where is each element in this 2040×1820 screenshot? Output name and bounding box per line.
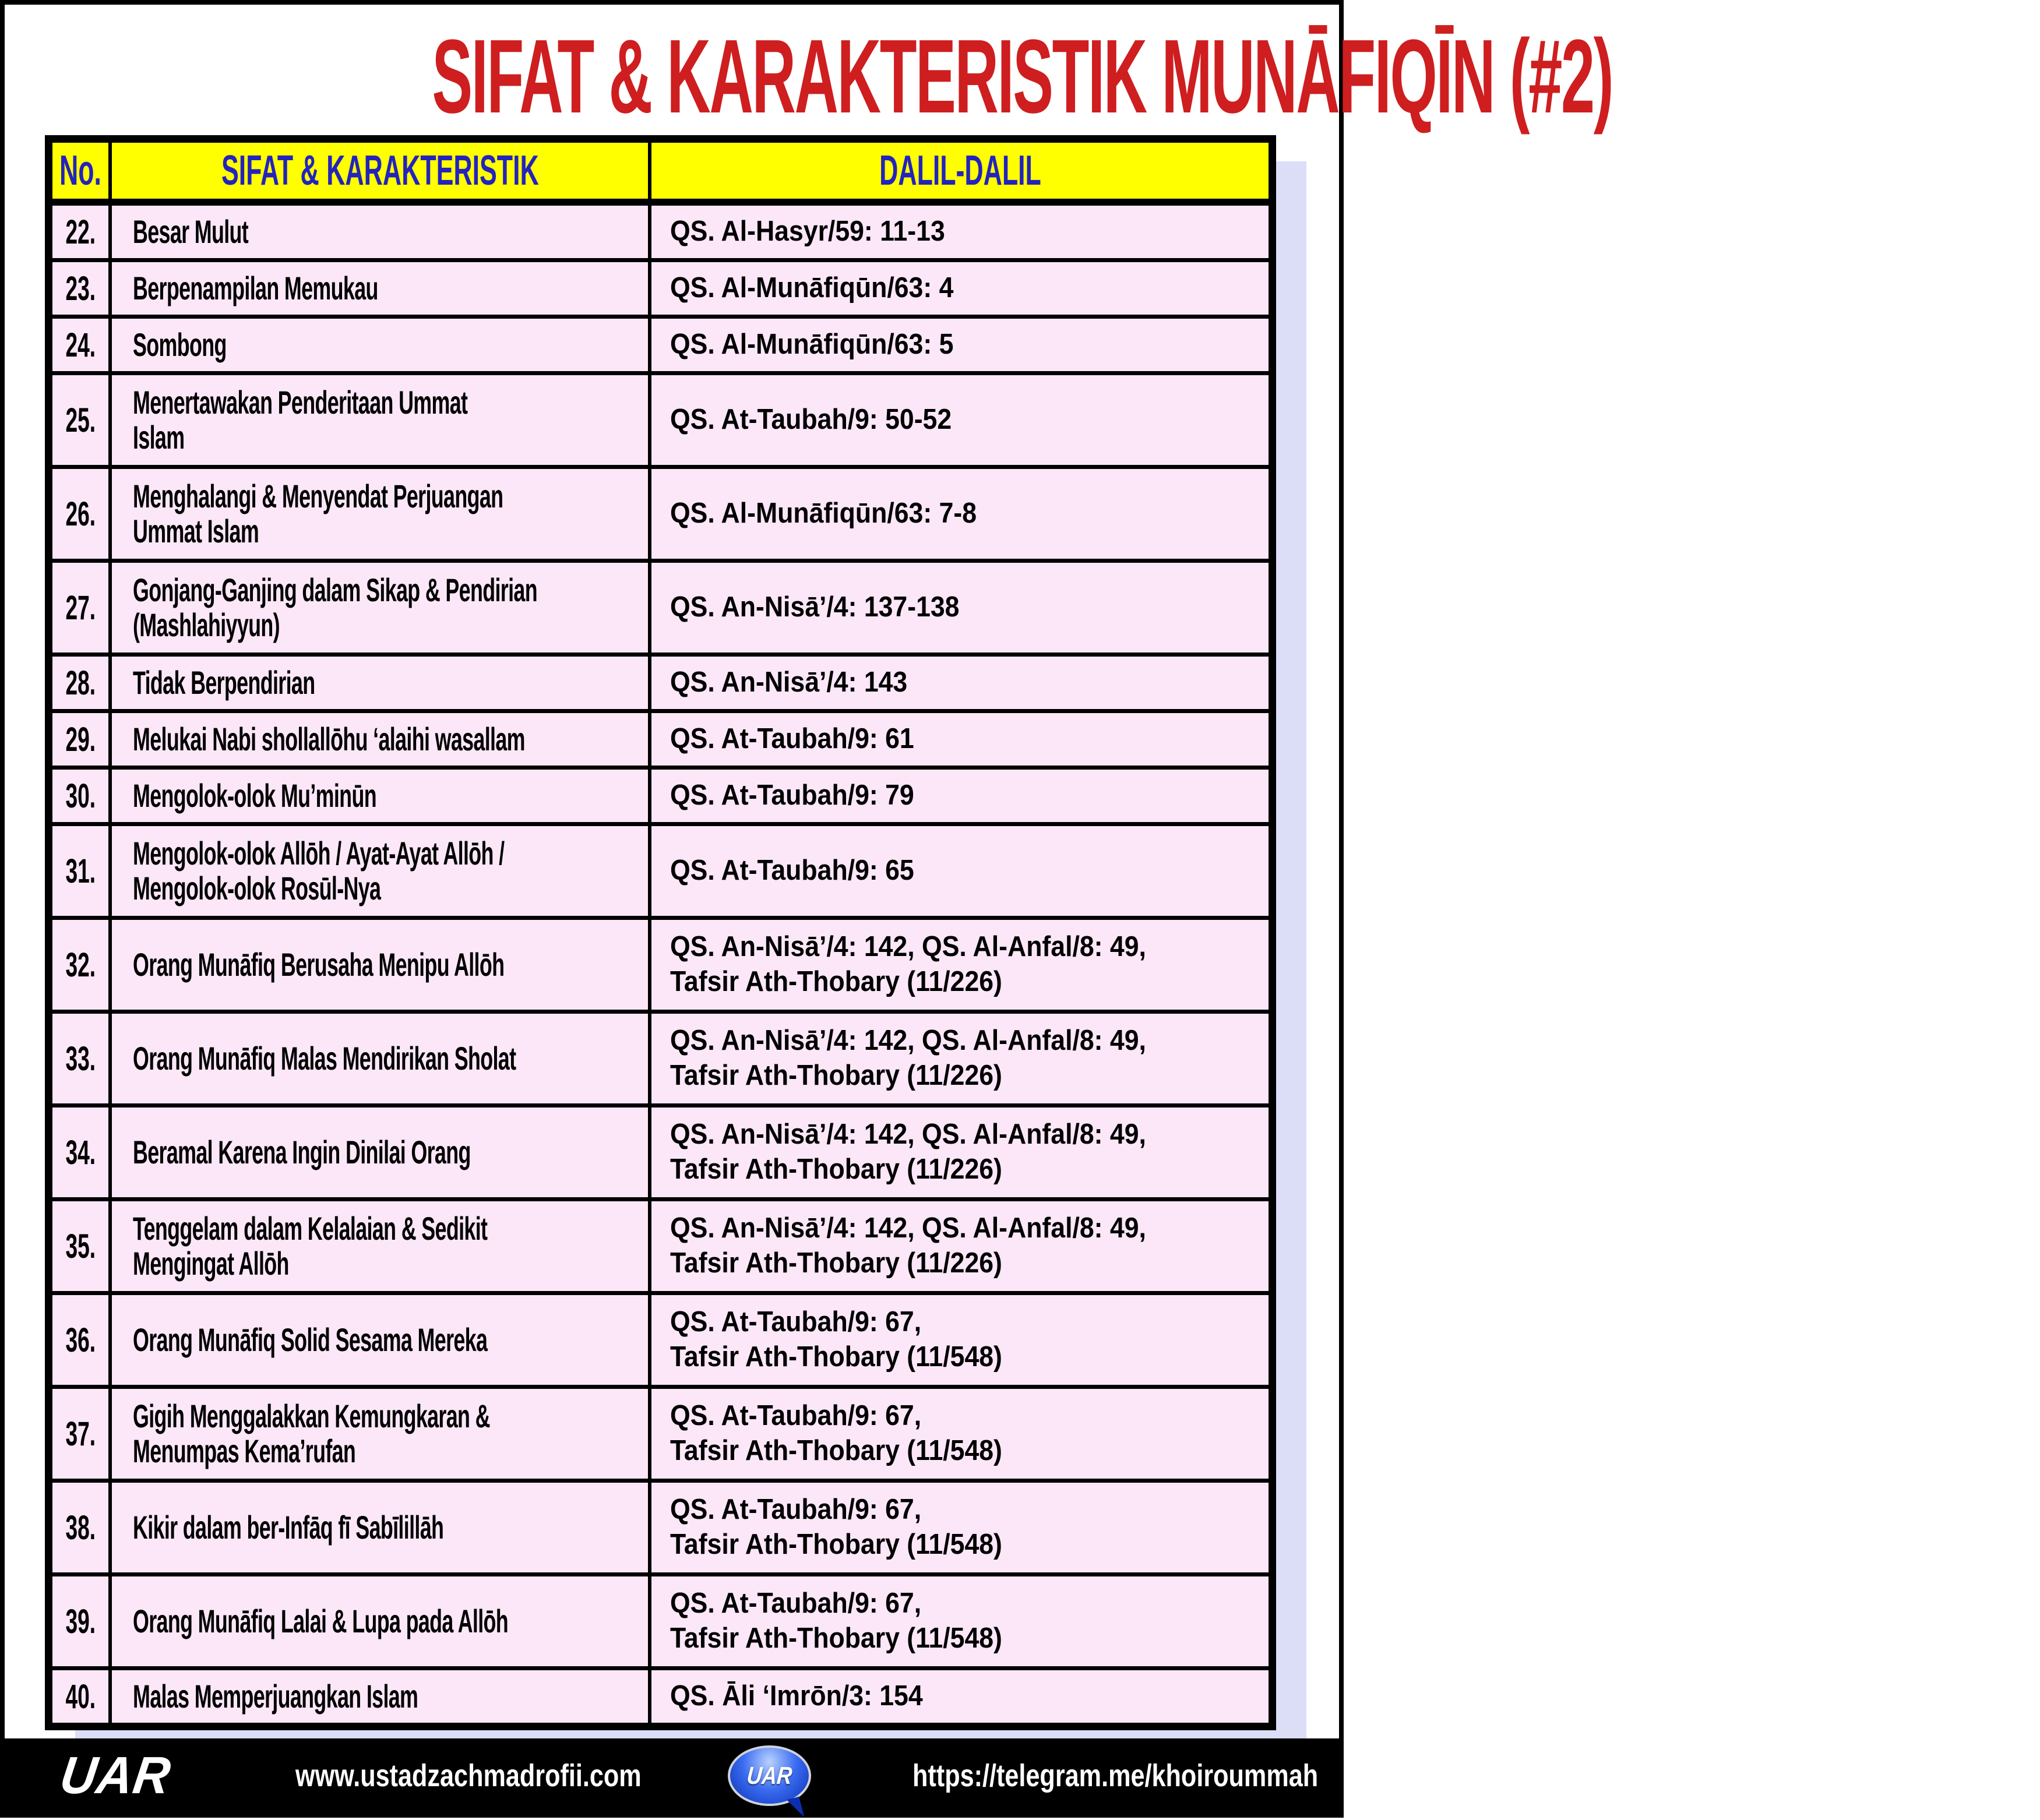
- evidence-cell: [651, 469, 1269, 559]
- characteristic-cell: [112, 1389, 648, 1479]
- row-number-cell: [52, 1483, 108, 1572]
- evidence-text: QS. At-Taubah/9: 67, Tafsir Ath-Thobary (11/548): [670, 1588, 1002, 1654]
- characteristic-cell: [112, 206, 648, 258]
- evidence-cell: [651, 319, 1269, 371]
- evidence-cell: [651, 375, 1269, 465]
- characteristic-text: Malas Memperjuangkan Islam: [133, 1677, 418, 1715]
- uar-speech-bubble-icon: [728, 1745, 811, 1806]
- header-cell-characteristic: [112, 143, 648, 199]
- row-number: 36.: [65, 1321, 96, 1359]
- table-row: [52, 1107, 1269, 1197]
- table-row: [52, 319, 1269, 371]
- characteristic-text: Beramal Karena Ingin Dinilai Orang: [133, 1133, 471, 1170]
- table-row: [52, 1014, 1269, 1103]
- row-number: 30.: [65, 777, 96, 815]
- row-number: 40.: [65, 1677, 96, 1716]
- evidence-text: QS. At-Taubah/9: 67, Tafsir Ath-Thobary (11/548): [670, 1494, 1002, 1560]
- row-number: 29.: [65, 720, 96, 759]
- row-number-cell: [52, 1295, 108, 1385]
- evidence-cell: [651, 826, 1269, 916]
- row-number-cell: [52, 262, 108, 315]
- evidence-cell: [651, 920, 1269, 1010]
- characteristic-text: Mengolok-olok Mu’minūn: [133, 777, 376, 814]
- characteristic-text: Sombong: [133, 326, 227, 363]
- table-row: [52, 262, 1269, 315]
- characteristic-text: Melukai Nabi shollallōhu ‘alaihi wasallam: [133, 720, 525, 757]
- evidence-cell: [651, 770, 1269, 822]
- page-title: [5, 18, 1613, 135]
- characteristic-cell: [112, 826, 648, 916]
- evidence-cell: [651, 713, 1269, 766]
- uar-logo: UAR: [57, 1746, 175, 1805]
- row-number-cell: [52, 563, 108, 652]
- characteristic-text: Tidak Berpendirian: [133, 664, 315, 701]
- evidence-text: QS. Āli ‘Imrōn/3: 154: [670, 1680, 923, 1712]
- row-number-cell: [52, 1201, 108, 1291]
- row-number: 25.: [65, 401, 96, 439]
- table-row: [52, 206, 1269, 258]
- characteristic-text: Tenggelam dalam Kelalaian & Sedikit Mengingat Allōh: [133, 1209, 488, 1282]
- evidence-text: QS. Al-Munāfiqūn/63: 5: [670, 329, 954, 361]
- characteristic-cell: [112, 1201, 648, 1291]
- characteristic-text: Kikir dalam ber-Infāq fī Sabīlillāh: [133, 1508, 444, 1546]
- characteristic-text: Mengolok-olok Allōh / Ayat-Ayat Allōh / Mengolok-olok Rosūl-Nya: [133, 834, 505, 907]
- evidence-text: QS. At-Taubah/9: 79: [670, 780, 914, 812]
- characteristic-cell: [112, 920, 648, 1010]
- evidence-cell: [651, 1389, 1269, 1479]
- evidence-text: QS. At-Taubah/9: 65: [670, 855, 914, 887]
- row-number: 37.: [65, 1415, 96, 1453]
- evidence-text: QS. At-Taubah/9: 50-52: [670, 404, 952, 436]
- characteristic-cell: [112, 1107, 648, 1197]
- row-number: 33.: [65, 1039, 96, 1078]
- header-label-characteristic: SIFAT & KARAKTERISTIK: [221, 147, 539, 194]
- characteristic-text: Orang Munāfiq Malas Mendirikan Sholat: [133, 1039, 516, 1077]
- characteristic-cell: [112, 1483, 648, 1572]
- evidence-text: QS. Al-Munāfiqūn/63: 4: [670, 272, 954, 304]
- table-row: [52, 657, 1269, 709]
- row-number: 24.: [65, 326, 96, 364]
- table-row: [52, 920, 1269, 1010]
- characteristic-text: Gigih Menggalakkan Kemungkaran & Menumpas Kema’rufan: [133, 1397, 490, 1469]
- header-label-no: No.: [59, 147, 101, 194]
- row-number: 28.: [65, 664, 96, 702]
- row-number: 35.: [65, 1227, 96, 1265]
- characteristic-cell: [112, 469, 648, 559]
- page-title-text: SIFAT & KARAKTERISTIK MUNĀFIQĪN (#2): [432, 18, 1613, 135]
- table-row: [52, 1483, 1269, 1572]
- row-number: 31.: [65, 852, 96, 890]
- evidence-text: QS. An-Nisā’/4: 143: [670, 666, 908, 699]
- table-row: [52, 713, 1269, 766]
- evidence-text: QS. At-Taubah/9: 67, Tafsir Ath-Thobary (11/548): [670, 1400, 1002, 1466]
- row-number: 32.: [65, 946, 96, 984]
- website-url-text: www.ustadzachmadrofii.com: [295, 1758, 642, 1793]
- evidence-cell: [651, 1295, 1269, 1385]
- characteristic-text: Besar Mulut: [133, 213, 249, 250]
- characteristic-cell: [112, 563, 648, 652]
- evidence-cell: [651, 1483, 1269, 1572]
- evidence-text: QS. At-Taubah/9: 61: [670, 723, 914, 755]
- row-number-cell: [52, 920, 108, 1010]
- row-number: 38.: [65, 1508, 96, 1547]
- evidence-cell: [651, 1670, 1269, 1723]
- characteristic-cell: [112, 1670, 648, 1723]
- uar-badge-label: UAR: [745, 1762, 794, 1789]
- table-row: [52, 1389, 1269, 1479]
- characteristic-text: Orang Munāfiq Solid Sesama Mereka: [133, 1321, 488, 1358]
- table-wrapper: [45, 135, 1276, 1730]
- characteristic-cell: [112, 262, 648, 315]
- evidence-text: QS. At-Taubah/9: 67, Tafsir Ath-Thobary (11/548): [670, 1306, 1002, 1373]
- row-number-cell: [52, 657, 108, 709]
- row-number: 26.: [65, 495, 96, 533]
- table-row: [52, 375, 1269, 465]
- characteristic-text: Berpenampilan Memukau: [133, 269, 378, 306]
- evidence-cell: [651, 262, 1269, 315]
- row-number-cell: [52, 770, 108, 822]
- table-row: [52, 770, 1269, 822]
- evidence-text: QS. An-Nisā’/4: 137-138: [670, 591, 960, 623]
- evidence-cell: [651, 1576, 1269, 1666]
- row-number: 34.: [65, 1133, 96, 1172]
- characteristic-cell: [112, 1014, 648, 1103]
- row-number-cell: [52, 319, 108, 371]
- characteristics-table: [45, 135, 1276, 1730]
- evidence-text: QS. An-Nisā’/4: 142, QS. Al-Anfal/8: 49, Tafsir Ath-Thobary (11/226): [670, 931, 1146, 997]
- row-number: 23.: [65, 269, 96, 308]
- evidence-cell: [651, 657, 1269, 709]
- table-header-row: [52, 143, 1269, 199]
- characteristic-cell: [112, 319, 648, 371]
- row-number-cell: [52, 1670, 108, 1723]
- evidence-text: QS. An-Nisā’/4: 142, QS. Al-Anfal/8: 49, Tafsir Ath-Thobary (11/226): [670, 1212, 1146, 1279]
- characteristic-cell: [112, 657, 648, 709]
- row-number-cell: [52, 1014, 108, 1103]
- evidence-cell: [651, 206, 1269, 258]
- evidence-cell: [651, 1201, 1269, 1291]
- evidence-text: QS. An-Nisā’/4: 142, QS. Al-Anfal/8: 49, Tafsir Ath-Thobary (11/226): [670, 1025, 1146, 1091]
- footer-bar: [5, 1738, 1339, 1813]
- characteristic-text: Menertawakan Penderitaan Ummat Islam: [133, 383, 468, 456]
- header-cell-evidence: [651, 143, 1269, 199]
- characteristic-cell: [112, 375, 648, 465]
- row-number: 27.: [65, 588, 96, 627]
- table-row: [52, 1201, 1269, 1291]
- evidence-text: QS. Al-Hasyr/59: 11-13: [670, 216, 945, 248]
- evidence-cell: [651, 1014, 1269, 1103]
- row-number-cell: [52, 1576, 108, 1666]
- table-row: [52, 469, 1269, 559]
- table-row: [52, 1670, 1269, 1723]
- characteristic-text: Orang Munāfiq Berusaha Menipu Allōh: [133, 946, 505, 983]
- row-number-cell: [52, 1389, 108, 1479]
- telegram-url-text: https://telegram.me/khoiroummah: [912, 1758, 1318, 1793]
- table-row: [52, 1576, 1269, 1666]
- characteristic-cell: [112, 1576, 648, 1666]
- evidence-cell: [651, 1107, 1269, 1197]
- evidence-cell: [651, 563, 1269, 652]
- characteristic-cell: [112, 770, 648, 822]
- row-number: 39.: [65, 1602, 96, 1641]
- header-cell-no: [52, 143, 108, 199]
- characteristic-cell: [112, 1295, 648, 1385]
- row-number-cell: [52, 206, 108, 258]
- header-label-evidence: DALIL-DALIL: [879, 147, 1041, 194]
- row-number-cell: [52, 469, 108, 559]
- characteristic-text: Gonjang-Ganjing dalam Sikap & Pendirian (Mashlahiyyun): [133, 571, 537, 643]
- table-row: [52, 563, 1269, 652]
- row-number-cell: [52, 375, 108, 465]
- row-number-cell: [52, 1107, 108, 1197]
- table-row: [52, 826, 1269, 916]
- row-number: 22.: [65, 213, 96, 251]
- characteristic-cell: [112, 713, 648, 766]
- row-number-cell: [52, 826, 108, 916]
- evidence-text: QS. An-Nisā’/4: 142, QS. Al-Anfal/8: 49, Tafsir Ath-Thobary (11/226): [670, 1119, 1146, 1185]
- characteristic-text: Menghalangi & Menyendat Perjuangan Ummat Islam: [133, 477, 503, 549]
- evidence-text: QS. Al-Munāfiqūn/63: 7-8: [670, 498, 977, 530]
- characteristic-text: Orang Munāfiq Lalai & Lupa pada Allōh: [133, 1602, 509, 1639]
- row-number-cell: [52, 713, 108, 766]
- table-row: [52, 1295, 1269, 1385]
